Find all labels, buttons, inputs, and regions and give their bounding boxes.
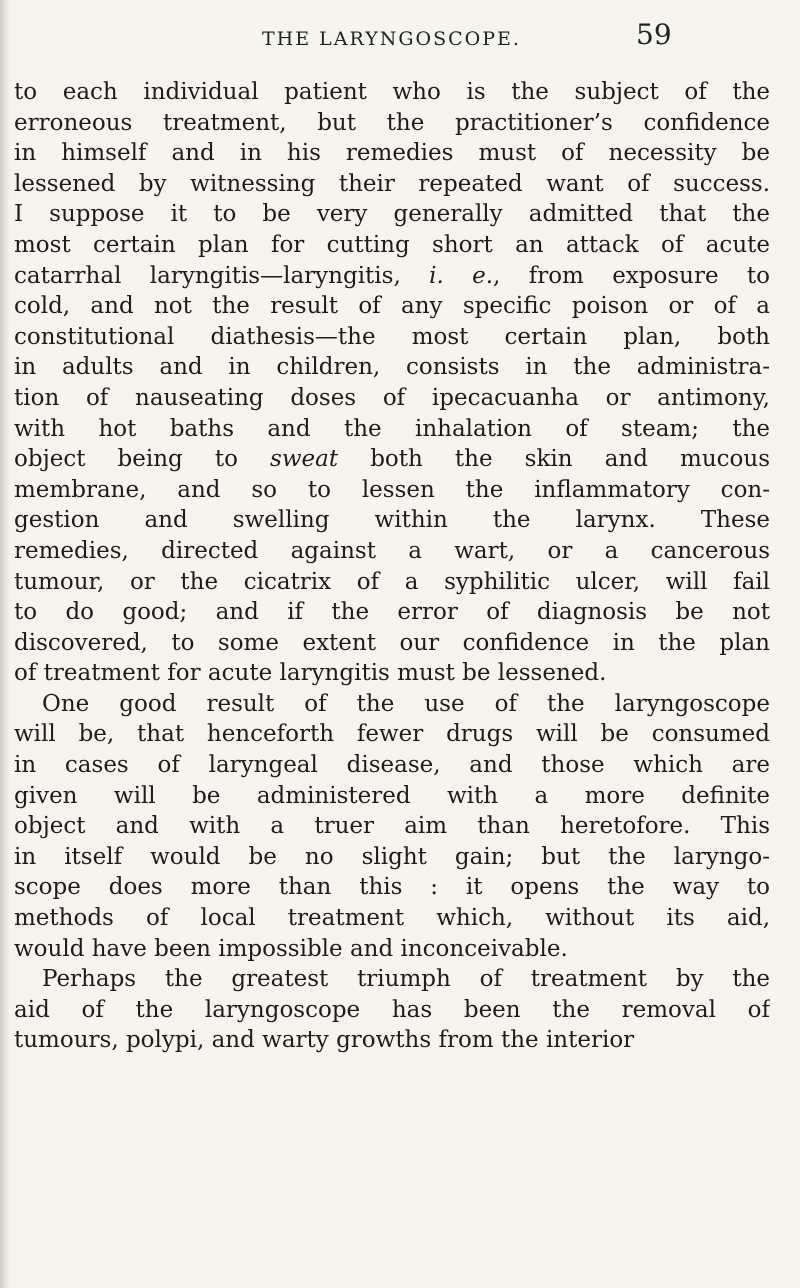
text-line: most certain plan for cutting short an attack of acute: [14, 231, 770, 258]
text-line: membrane, and so to lessen the inflammatory con-: [14, 476, 770, 503]
text-line: constitutional diathesis—the most certain plan, both: [14, 323, 770, 350]
text-line: to each individual patient who is the subject of the: [14, 79, 770, 105]
text-line: discovered, to some extent our confidence in the plan: [14, 629, 770, 656]
text-line: to do good; and if the error of diagnosis be not: [14, 599, 770, 626]
text-line: scope does more than this : it opens the way to: [14, 874, 770, 901]
text-line: with hot baths and the inhalation of steam; the: [14, 415, 770, 442]
text-line: in itself would be no slight gain; but the laryngo-: [14, 843, 770, 870]
text-line: lessened by witnessing their repeated want of success.: [14, 170, 770, 197]
text-line: remedies, directed against a wart, or a cancerous: [14, 537, 770, 564]
text-line: object being to sweat both the skin and mucous: [14, 446, 770, 473]
text-line: given will be administered with a more definite: [14, 782, 770, 809]
text-line: would have been impossible and inconceivable.: [14, 935, 568, 962]
text-line: of treatment for acute laryngitis must be lessened.: [14, 660, 607, 687]
text-line: object and with a truer aim than heretofore. This: [14, 813, 770, 840]
text-line: Perhaps the greatest triumph of treatment by the: [42, 966, 770, 993]
text-line: tion of nauseating doses of ipecacuanha or antimony,: [14, 384, 770, 411]
text-line: methods of local treatment which, without its aid,: [14, 905, 770, 932]
text-line: One good result of the use of the laryngoscope: [42, 690, 770, 717]
text-line: erroneous treatment, but the practitioner’s confidence: [14, 109, 770, 136]
text-line: catarrhal laryngitis—laryngitis, i. e., from exposure to: [14, 262, 770, 289]
running-title: THE LARYNGOSCOPE.: [262, 28, 521, 50]
text-line: in cases of laryngeal disease, and those which are: [14, 752, 770, 779]
text-line: I suppose it to be very generally admitted that the: [14, 201, 770, 228]
body-text: [14, 77, 770, 1056]
text-line: in adults and in children, consists in the administra-: [14, 354, 770, 381]
gutter-shadow: [0, 0, 10, 1288]
text-line: gestion and swelling within the larynx. These: [14, 507, 770, 534]
text-line: tumour, or the cicatrix of a syphilitic ulcer, will fail: [14, 568, 770, 595]
running-head: [0, 18, 800, 58]
text-line: tumours, polypi, and warty growths from the interior: [14, 1027, 635, 1054]
page-number: 59: [636, 18, 672, 51]
text-line: aid of the laryngoscope has been the removal of: [14, 996, 770, 1023]
text-line: in himself and in his remedies must of necessity be: [14, 140, 770, 167]
text-line: cold, and not the result of any specific poison or of a: [14, 293, 770, 320]
text-line: will be, that henceforth fewer drugs will be consumed: [14, 721, 770, 748]
